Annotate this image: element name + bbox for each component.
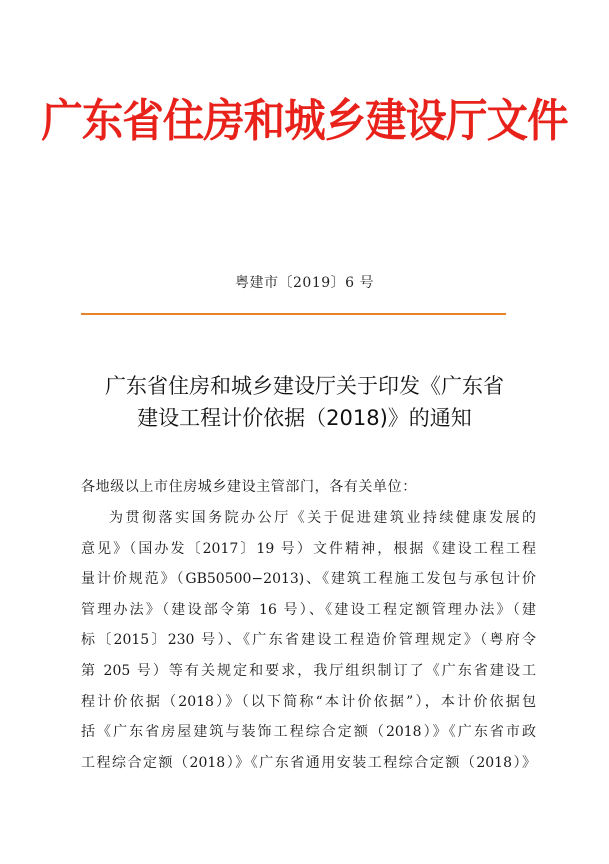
body-line: 意见》（国办发〔2017〕19 号）文件精神，根据《建设工程工程 <box>81 540 536 557</box>
body-line: 为贯彻落实国务院办公厅《关于促进建筑业持续健康发展的 <box>109 510 536 526</box>
document-number: 粤建市〔2019〕6 号 <box>235 275 374 291</box>
title-line: 广东省住房和城乡建设厅关于印发《广东省 <box>105 374 504 398</box>
body-line: 标〔2015〕230 号）、《广东省建设工程造价管理规定》（粤府令 <box>81 632 536 649</box>
body-line: 管理办法》（建设部令第 16 号）、《建设工程定额管理办法》（建 <box>81 601 536 618</box>
body-line: 括《广东省房屋建筑与装饰工程综合定额（2018）》《广东省市政 <box>81 724 536 741</box>
title-line: 建设工程计价依据（2018)》的通知 <box>137 406 472 430</box>
body-line: 程计价依据（2018）》（以下简称“本计价依据”），本计价依据包 <box>81 693 536 710</box>
body-line: 第 205 号）等有关规定和要求，我厅组织制订了《广东省建设工 <box>81 662 536 679</box>
body-line: 工程综合定额（2018）》《广东省通用安装工程综合定额（2018）》 <box>81 754 536 771</box>
issuer-header: 广东省住房和城乡建设厅文件 <box>41 94 568 147</box>
header-divider <box>81 313 506 315</box>
document-title <box>60 370 549 434</box>
salutation: 各地级以上市住房城乡建设主管部门，各有关单位： <box>81 479 417 495</box>
body-line: 量计价规范》（GB50500−2013)、《建筑工程施工发包与承包计价 <box>81 571 536 588</box>
body-paragraph <box>81 503 536 778</box>
